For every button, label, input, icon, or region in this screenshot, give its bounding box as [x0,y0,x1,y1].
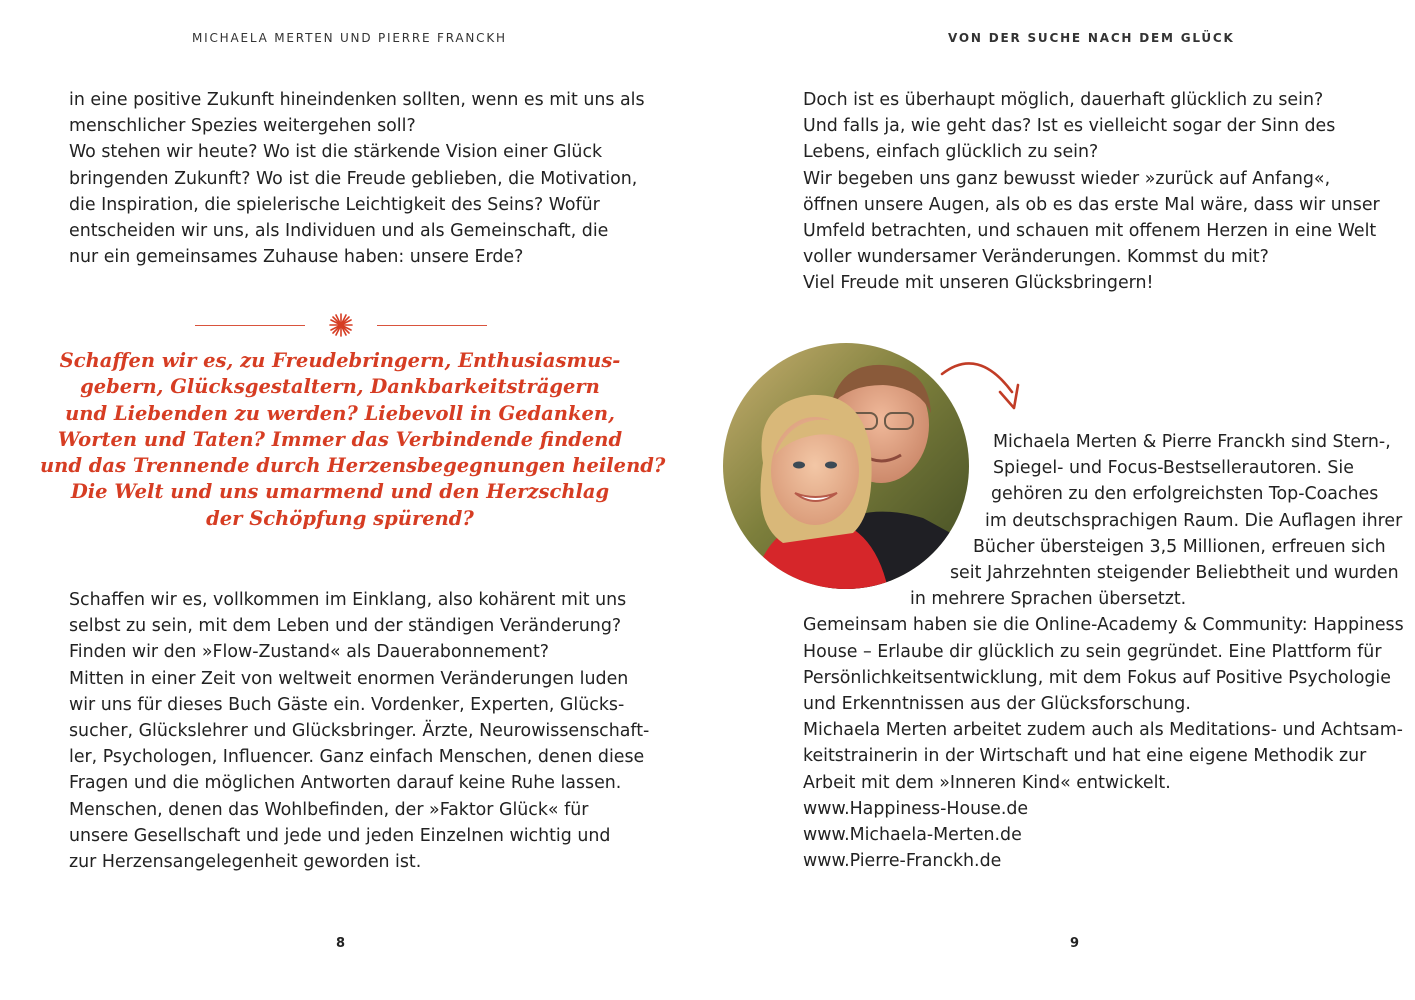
bio-line: www.Pierre-Franckh.de [803,851,1002,872]
running-head-right: VON DER SUCHE NACH DEM GLÜCK [948,31,1235,45]
left-bottom-paragraph [69,587,649,875]
body-line: Lebens, einfach glücklich zu sein? [803,142,1099,163]
right-page [710,0,1415,1000]
body-line: ler, Psychologen, Influencer. Ganz einfach Menschen, denen diese [69,747,645,768]
bio-line: Gemeinsam haben sie die Online-Academy & Community: Happiness [803,615,1404,636]
body-line: Wir begeben uns ganz bewusst wieder »zurück auf Anfang«, [803,168,1331,189]
body-line: wir uns für dieses Buch Gäste ein. Vordenker, Experten, Glücks- [69,694,625,715]
pull-quote-line: Schaffen wir es, zu Freudebringern, Enthusiasmus- [59,349,621,372]
bio-line: seit Jahrzehnten steigender Beliebtheit und wurden [950,563,1399,584]
body-line: sucher, Glückslehrer und Glücksbringer. Ärzte, Neurowissenschaft- [69,721,650,742]
body-line: Viel Freude mit unseren Glücksbringern! [803,273,1154,294]
bio-line: Spiegel- und Focus-Bestsellerautoren. Sie [993,458,1354,479]
bio-line: Persönlichkeitsentwicklung, mit dem Fokus auf Positive Psychologie [803,667,1391,688]
bio-line: keitstrainerin in der Wirtschaft und hat eine eigene Methodik zur [803,746,1367,767]
body-line: selbst zu sein, mit dem Leben und der ständigen Veränderung? [69,616,622,637]
curved-arrow-icon [938,352,1028,417]
body-line: zur Herzensangelegenheit geworden ist. [69,852,422,873]
body-line: menschlicher Spezies weitergehen soll? [69,116,416,137]
body-line: unsere Gesellschaft und jede und jeden Einzelnen wichtig und [69,825,611,846]
body-line: Mitten in einer Zeit von weltweit enormen Veränderungen luden [69,668,629,689]
left-page [0,0,690,1000]
bio-line: in mehrere Sprachen übersetzt. [910,589,1187,610]
right-intro-paragraph [803,87,1380,297]
bio-line: gehören zu den erfolgreichsten Top-Coaches [991,484,1379,505]
author-bio [710,429,1404,874]
divider-rule-right [377,325,487,326]
bio-line: House – Erlaube dir glücklich zu sein gegründet. Eine Plattform für [803,641,1382,662]
body-line: Menschen, denen das Wohlbefinden, der »Faktor Glück« für [69,799,589,820]
page-number-left: 8 [336,936,346,951]
pull-quote [40,348,666,532]
body-line: Wo stehen wir heute? Wo ist die stärkende Vision einer Glück [69,142,603,163]
body-line: Fragen und die möglichen Antworten darauf keine Ruhe lassen. [69,773,622,794]
pull-quote-line: gebern, Glücksgestaltern, Dankbarkeitsträgern [80,375,600,399]
star-ornament-icon [328,312,354,338]
body-line: Und falls ja, wie geht das? Ist es vielleicht sogar der Sinn des [803,116,1336,137]
bio-line: Michaela Merten & Pierre Franckh sind Stern-, [993,432,1391,452]
bio-line: www.Michaela-Merten.de [803,825,1022,846]
body-line: die Inspiration, die spielerische Leichtigkeit des Seins? Wofür [69,194,600,215]
pull-quote-line: der Schöpfung spürend? [206,506,474,530]
bio-line: und Erkenntnissen aus der Glücksforschung. [803,694,1191,715]
pull-quote-line: Worten und Taten? Immer das Verbindende findend [57,427,623,451]
pull-quote-line: und das Trennende durch Herzensbegegnungen heilend? [40,454,666,478]
bio-line: Michaela Merten arbeitet zudem auch als Meditations- und Achtsam- [803,720,1403,741]
page-number-right: 9 [1070,936,1080,951]
bio-line: im deutschsprachigen Raum. Die Auflagen ihrer [985,510,1403,531]
body-line: Umfeld betrachten, und schauen mit offenem Herzen in eine Welt [803,221,1377,242]
left-top-paragraph [69,87,645,270]
body-line: in eine positive Zukunft hineindenken sollten, wenn es mit uns als [69,90,645,110]
body-line: Schaffen wir es, vollkommen im Einklang, also kohärent mit uns [69,590,627,610]
pull-quote-line: Die Welt und uns umarmend und den Herzschlag [70,480,610,504]
bio-line: Arbeit mit dem »Inneren Kind« entwickelt. [803,772,1171,793]
body-line: Finden wir den »Flow-Zustand« als Dauerabonnement? [69,642,549,663]
body-line: Doch ist es überhaupt möglich, dauerhaft glücklich zu sein? [803,90,1324,110]
body-line: nur ein gemeinsames Zuhause haben: unsere Erde? [69,247,524,268]
ornamental-divider [195,312,487,336]
bio-line: www.Happiness-House.de [803,798,1029,819]
body-line: bringenden Zukunft? Wo ist die Freude geblieben, die Motivation, [69,168,638,189]
body-line: öffnen unsere Augen, als ob es das erste Mal wäre, dass wir unser [803,194,1380,215]
body-line: entscheiden wir uns, als Individuen und als Gemeinschaft, die [69,221,609,242]
divider-rule-left [195,325,305,326]
pull-quote-line: und Liebenden zu werden? Liebevoll in Gedanken, [65,401,615,425]
running-head-left: MICHAELA MERTEN UND PIERRE FRANCKH [192,31,507,45]
body-line: voller wundersamer Veränderungen. Kommst du mit? [803,247,1269,268]
bio-line: Bücher übersteigen 3,5 Millionen, erfreuen sich [973,536,1386,557]
